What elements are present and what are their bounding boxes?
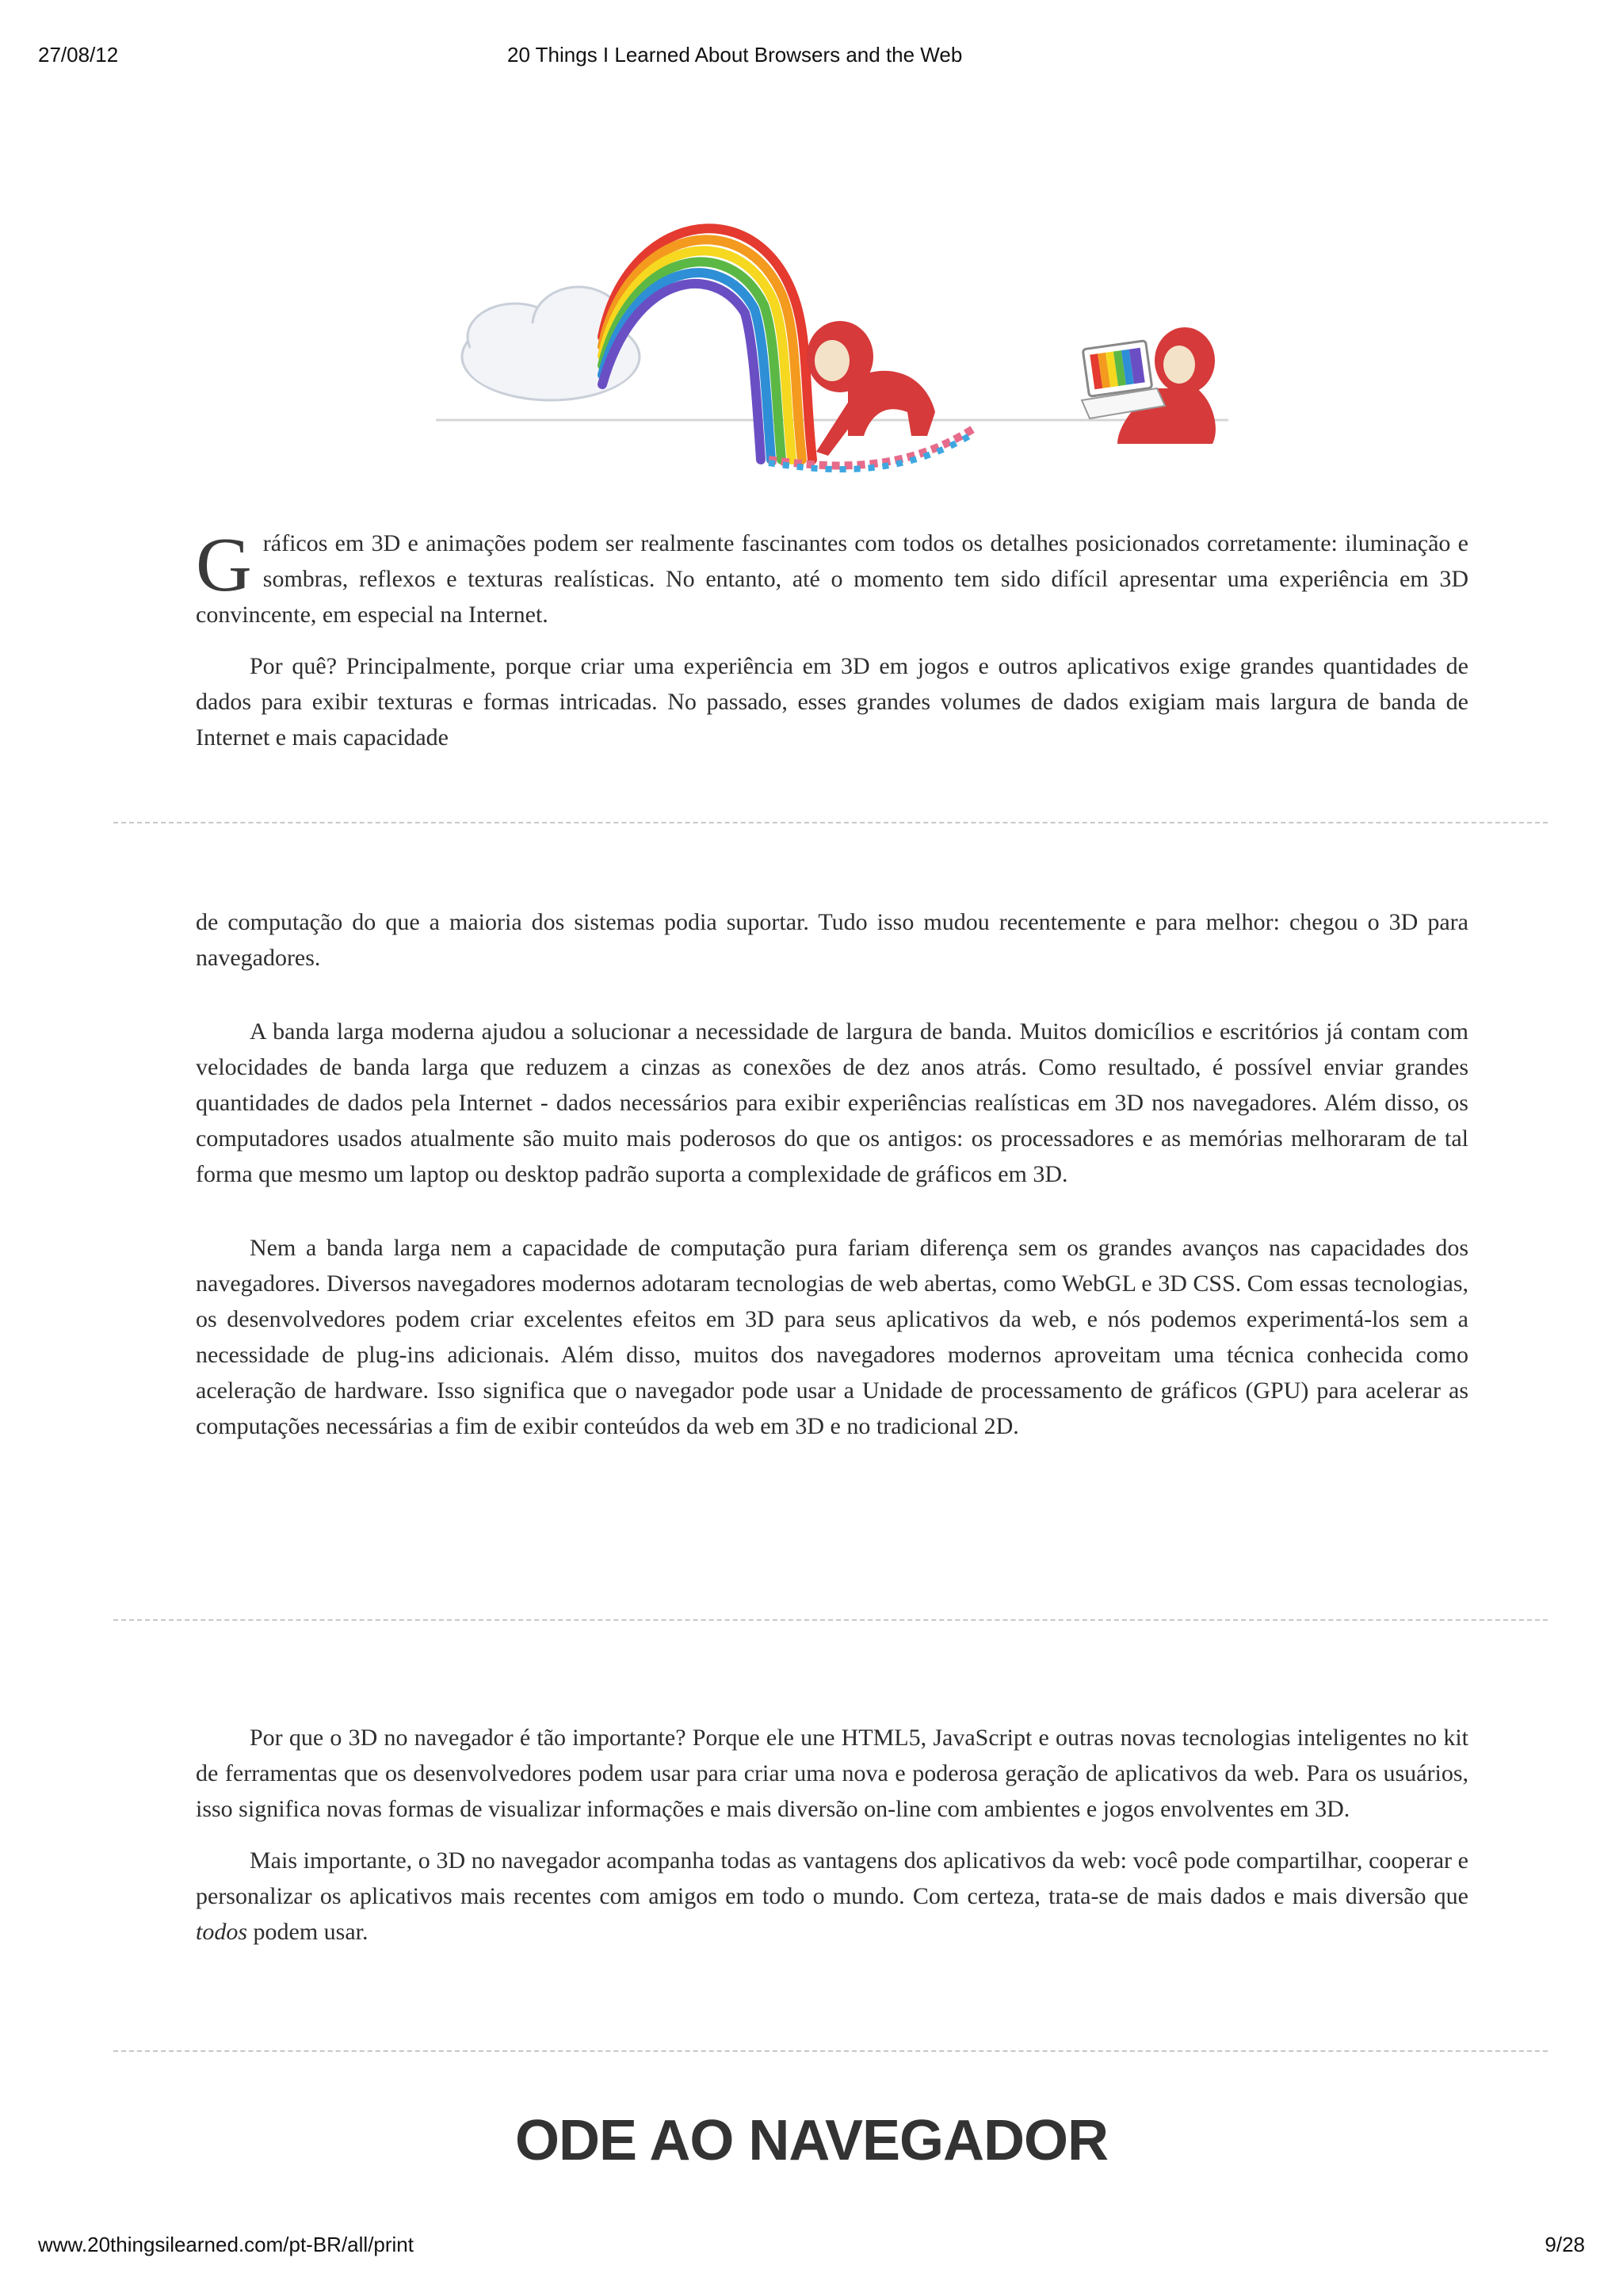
- paragraph-intro-text: ráficos em 3D e animações podem ser realmente fascinantes com todos os detalhes posicionados corretamente: iluminação e sombras, reflexos e texturas realísticas. No entanto, até o momento tem sido difícil apresentar uma experiência em 3D convincente, em especial na Internet.: [196, 530, 1468, 628]
- section-3: [196, 1720, 1468, 1966]
- paragraph: de computação do que a maioria dos sistemas podia suportar. Tudo isso mudou recentemente e para melhor: chegou o 3D para navegadores.: [196, 909, 1468, 971]
- paragraph-intro: [196, 522, 1468, 632]
- page-divider: [113, 1619, 1548, 1621]
- paragraph: Por quê? Principalmente, porque criar uma experiência em 3D em jogos e outros aplicativos exige grandes quantidades de dados para exibir texturas e formas intricadas. No passado, esses grandes volumes de dados exigiam mais largura de banda de Internet e mais capacidade: [196, 653, 1468, 751]
- emphasis-text: todos: [196, 1919, 248, 1945]
- page-divider: [113, 2050, 1548, 2052]
- drop-cap: G: [196, 522, 252, 608]
- paragraph-text: Mais importante, o 3D no navegador acompanha todas as vantagens dos aplicativos da web: você pode compartilhar, cooperar e personalizar os aplicativos mais recentes com amigos em todo o mundo. Com certeza, trata-se de mais dados e mais diversão que: [196, 1847, 1468, 1909]
- footer-url: www.20thingsilearned.com/pt-BR/all/print: [38, 2233, 414, 2256]
- chapter-title: ODE AO NAVEGADOR: [514, 2109, 1109, 2172]
- header-title: 20 Things I Learned About Browsers and the Web: [507, 43, 963, 67]
- paragraph: Por que o 3D no navegador é tão importante? Porque ele une HTML5, JavaScript e outras novas tecnologias inteligentes no kit de ferramentas que os desenvolvedores podem usar para criar uma nova e poderosa geração de aplicativos da web. Para os usuários, isso significa novas formas de visualizar informações e mais diversão on-line com ambientes e jogos envolventes em 3D.: [196, 1725, 1468, 1822]
- character-right-icon: [1082, 327, 1216, 444]
- paragraph: A banda larga moderna ajudou a solucionar a necessidade de largura de banda. Muitos domicílios e escritórios já contam com velocidades de banda larga que reduzem a cinzas as conexões de dez anos atrás. Como resultado, é possível enviar grandes quantidades de dados pela Internet - dados necessários para exibir experiências realísticas em 3D nos navegadores. Além disso, os computadores usados atualmente são muito mais poderosos do que os antigos: os processadores e as memórias melhoraram de tal forma que mesmo um laptop ou desktop padrão suporta a complexidade de gráficos em 3D.: [196, 1018, 1468, 1187]
- header-date: 27/08/12: [38, 43, 119, 67]
- paragraph-text-end: podem usar.: [247, 1919, 369, 1945]
- footer-page-number: 9/28: [1545, 2233, 1585, 2256]
- page-divider: [113, 822, 1548, 823]
- character-left-icon: [807, 321, 935, 456]
- paragraph-last: [196, 1843, 1468, 1950]
- rainbow-illustration: [420, 198, 1244, 491]
- section-2: [196, 904, 1468, 1460]
- paragraph: Nem a banda larga nem a capacidade de computação pura fariam diferença sem os grandes avanços nas capacidades dos navegadores. Diversos navegadores modernos adotaram tecnologias de web abertas, como WebGL e 3D CSS. Com essas tecnologias, os desenvolvedores podem criar excelentes efeitos em 3D para seus aplicativos da web, e nós podemos experimentá-los sem a necessidade de plug-ins adicionais. Além disso, muitos dos navegadores modernos aproveitam uma técnica conhecida como aceleração de hardware. Isso significa que o navegador pode usar a Unidade de processamento de gráficos (GPU) para acelerar as computações necessárias a fim de exibir conteúdos da web em 3D e no tradicional 2D.: [196, 1235, 1468, 1439]
- section-1: [196, 522, 1468, 771]
